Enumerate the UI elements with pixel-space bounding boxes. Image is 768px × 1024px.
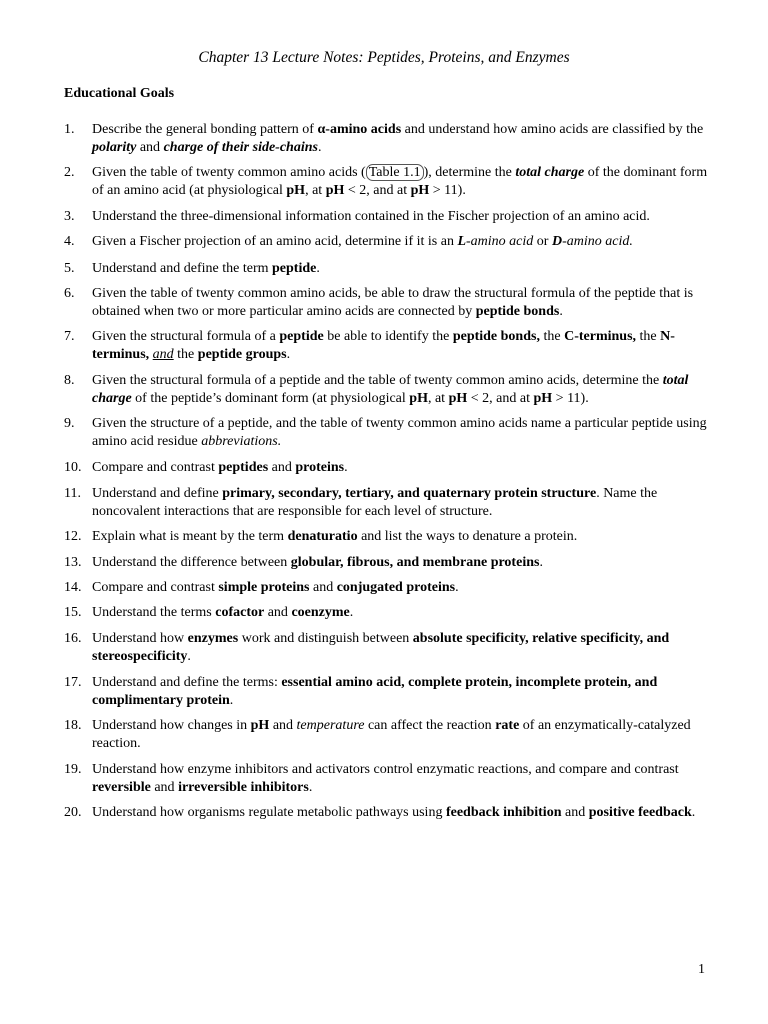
goal-text-segment: Understand the three-dimensional information contained in the Fischer projection of an amino acid. xyxy=(92,209,650,224)
goal-text xyxy=(92,208,714,226)
goal-number: 20. xyxy=(64,805,82,820)
goal-number: 13. xyxy=(64,555,82,570)
goal-text-segment: essential amino acid, complete protein, incomplete protein, and complimentary protein xyxy=(92,675,658,708)
goal-number: 18. xyxy=(64,718,82,733)
goal-number: 8. xyxy=(64,373,75,388)
goal-text-segment: irreversible inhibitors xyxy=(178,780,309,795)
goal-text-segment: and xyxy=(152,347,174,362)
goal-text xyxy=(92,761,714,797)
goal-number: 2. xyxy=(64,165,75,180)
goal-text-segment: Given the structural formula of a xyxy=(92,329,280,344)
goal-text xyxy=(92,717,714,753)
goal-text-segment: . xyxy=(344,460,348,475)
goal-text-segment: peptide xyxy=(272,261,317,276)
goal-text-segment: Given a Fischer projection of an amino acid, determine if it is an xyxy=(92,234,458,249)
goal-text-segment: conjugated proteins xyxy=(336,580,456,595)
goal-text-segment: -amino acid. xyxy=(562,234,633,249)
goal-text-segment: temperature xyxy=(296,718,365,733)
goal-item xyxy=(64,761,714,797)
goal-item xyxy=(64,121,714,157)
goal-number: 7. xyxy=(64,329,75,344)
goal-number: 6. xyxy=(64,286,75,301)
goal-text-segment: enzymes xyxy=(187,631,239,646)
goal-text-segment: . xyxy=(455,580,459,595)
goal-text-segment: Given the table of twenty common amino acids ( xyxy=(92,165,366,180)
goal-item xyxy=(64,164,714,200)
goal-number: 14. xyxy=(64,580,82,595)
goal-item xyxy=(64,415,714,451)
goal-text-segment: positive feedback xyxy=(588,805,692,820)
goal-text-segment: of an enzymatically-catalyzed reaction. xyxy=(92,718,691,751)
goal-text-segment: cofactor xyxy=(215,605,265,620)
goal-text-segment: Explain what is meant by the term xyxy=(92,529,288,544)
goal-text-segment: and xyxy=(268,460,296,475)
goal-text xyxy=(92,328,714,364)
goal-number: 11. xyxy=(64,486,81,501)
goal-text-segment: pH xyxy=(409,391,428,406)
goal-text-segment: Understand how changes in xyxy=(92,718,251,733)
goal-text-segment: Understand the difference between xyxy=(92,555,291,570)
goal-text-segment: or xyxy=(533,234,552,249)
page-title: Chapter 13 Lecture Notes: Peptides, Proteins, and Enzymes xyxy=(198,49,570,66)
goal-number: 5. xyxy=(64,261,75,276)
goal-text xyxy=(92,528,714,546)
goal-text-segment: . xyxy=(539,555,543,570)
goal-item xyxy=(64,372,714,408)
goal-text-segment: be able to identify the xyxy=(323,329,453,344)
goal-text-segment: Understand and define the term xyxy=(92,261,272,276)
goal-text-segment: , at xyxy=(427,391,449,406)
goal-text-segment: . xyxy=(187,649,191,664)
goal-text-segment: Compare and contrast xyxy=(92,460,219,475)
goal-text-segment: polarity xyxy=(92,140,137,155)
goal-text-segment: peptide bonds xyxy=(475,304,560,319)
goal-item xyxy=(64,630,714,666)
goal-text-segment: of the dominant form of an amino acid (at physiological xyxy=(92,165,708,198)
goal-text xyxy=(92,630,714,666)
goal-text xyxy=(92,233,714,251)
goal-item xyxy=(64,528,714,546)
goal-number: 17. xyxy=(64,675,82,690)
goal-number: 15. xyxy=(64,605,82,620)
goal-item xyxy=(64,260,714,278)
goal-text-segment: L xyxy=(457,234,467,249)
goal-text-segment: globular, fibrous, and membrane proteins xyxy=(290,555,540,570)
goal-text-segment: . Name the noncovalent interactions that are responsible for each level of structure. xyxy=(92,486,658,519)
goal-text-segment: Describe the general bonding pattern of xyxy=(92,122,318,137)
goal-text-segment: abbreviations. xyxy=(201,434,282,449)
goal-text xyxy=(92,372,714,408)
goal-text-segment: . xyxy=(229,693,234,708)
goal-text-segment: pH xyxy=(325,183,345,198)
goal-text-segment: and xyxy=(136,140,164,155)
goal-text-segment: < 2, and at xyxy=(467,391,534,406)
goal-text xyxy=(92,164,714,200)
goal-text-segment: rate xyxy=(495,718,520,733)
goal-item xyxy=(64,208,714,226)
goal-item xyxy=(64,674,714,710)
goal-text-segment: denaturatio xyxy=(287,529,358,544)
goal-item xyxy=(64,604,714,622)
table-reference: Table 1.1 xyxy=(366,164,424,181)
goal-number: 19. xyxy=(64,762,82,777)
goal-text-segment: . xyxy=(691,805,696,820)
goal-text-segment: proteins xyxy=(295,460,345,475)
goal-text-segment: pH xyxy=(533,391,553,406)
goal-text-segment: N-terminus, xyxy=(92,329,675,362)
goal-text-segment: the xyxy=(636,329,661,344)
goal-text xyxy=(92,604,714,622)
goal-text-segment: pH xyxy=(286,183,306,198)
goal-text-segment: Understand the terms xyxy=(92,605,216,620)
goal-text xyxy=(92,485,714,521)
goal-text-segment: charge of their side-chains xyxy=(163,140,318,155)
goal-text-segment: pH xyxy=(250,718,270,733)
goal-text-segment: Understand how xyxy=(92,631,188,646)
goal-text xyxy=(92,121,714,157)
goal-text-segment: , at xyxy=(305,183,326,198)
goal-text-segment: < 2, and at xyxy=(344,183,411,198)
goal-text-segment: . xyxy=(308,780,313,795)
goal-text xyxy=(92,674,714,710)
goal-text-segment: . xyxy=(316,261,320,276)
goal-text-segment: total charge xyxy=(515,165,585,180)
goal-number: 1. xyxy=(64,122,75,137)
goal-text-segment: D xyxy=(551,234,563,249)
goal-text-segment: and xyxy=(561,805,589,820)
goal-text xyxy=(92,579,714,597)
goal-text-segment: pH xyxy=(410,183,430,198)
goal-text-segment: of the peptide’s dominant form (at physiological xyxy=(131,391,410,406)
goal-text-segment: and understand how amino acids are classified by the xyxy=(401,122,704,137)
goal-text xyxy=(92,285,714,321)
goal-text-segment: and xyxy=(150,780,179,795)
goal-text-segment: can affect the reaction xyxy=(364,718,496,733)
goal-number: 12. xyxy=(64,529,82,544)
goal-text-segment: absolute specificity, relative specificity, and stereospecificity xyxy=(92,631,670,664)
goal-text-segment: . xyxy=(349,605,354,620)
goal-text-segment: > 11). xyxy=(552,391,589,406)
goal-number: 10. xyxy=(64,460,82,475)
goal-text-segment: -amino acid xyxy=(466,234,534,249)
goal-text-segment: . xyxy=(559,304,563,319)
goal-text-segment: Understand how organisms regulate metabolic pathways using xyxy=(92,805,446,820)
goal-item xyxy=(64,579,714,597)
goal-text-segment: reversible xyxy=(92,780,151,795)
goal-item xyxy=(64,285,714,321)
goal-item xyxy=(64,717,714,753)
goal-text-segment: the xyxy=(539,329,565,344)
goal-text-segment: simple proteins xyxy=(218,580,310,595)
goal-text-segment: > 11). xyxy=(429,183,466,198)
goal-item xyxy=(64,459,714,477)
goal-text-segment: peptides xyxy=(218,460,269,475)
goal-text-segment: peptide bonds, xyxy=(452,329,540,344)
goal-text-segment: total charge xyxy=(92,373,689,406)
goal-text-segment: C-terminus, xyxy=(564,329,637,344)
goal-number: 16. xyxy=(64,631,82,646)
goal-text-segment: α-amino acids xyxy=(317,122,402,137)
goal-text-segment: Understand and define the terms: xyxy=(92,675,282,690)
goal-text-segment: work and distinguish between xyxy=(238,631,413,646)
goal-text-segment: pH xyxy=(448,391,468,406)
goal-text-segment: and xyxy=(269,718,297,733)
goal-text xyxy=(92,415,714,451)
goal-text xyxy=(92,804,714,822)
page-number: 1 xyxy=(698,962,705,977)
goal-text-segment: the xyxy=(173,347,198,362)
goal-text-segment: Understand and define xyxy=(92,486,223,501)
goal-text-segment: and xyxy=(264,605,292,620)
section-heading: Educational Goals xyxy=(64,86,175,101)
goal-text-segment: and xyxy=(309,580,337,595)
goal-text-segment: primary, secondary, tertiary, and quaternary protein structure xyxy=(222,486,597,501)
goal-text-segment: peptide groups xyxy=(197,347,287,362)
goal-text-segment: Given the structure of a peptide, and the table of twenty common amino acids name a particular peptide using amino acid residue xyxy=(92,416,707,449)
goal-text xyxy=(92,554,714,572)
goal-number: 9. xyxy=(64,416,75,431)
goal-text-segment: Given the table of twenty common amino acids, be able to draw the structural formula of the peptide that is obtained when two or more particular amino acids are connected by xyxy=(92,286,694,319)
goal-text xyxy=(92,260,714,278)
goal-text-segment: coenzyme xyxy=(291,605,350,620)
goal-text-segment: feedback inhibition xyxy=(445,805,562,820)
goal-item xyxy=(64,804,714,822)
goal-item xyxy=(64,233,714,251)
goal-text-segment: ), determine the xyxy=(423,165,516,180)
goal-text-segment: . xyxy=(317,140,322,155)
goal-number: 4. xyxy=(64,234,75,249)
goal-text xyxy=(92,459,714,477)
goal-text-segment: Given the structural formula of a peptide and the table of twenty common amino acids, determine the xyxy=(92,373,663,388)
goal-text-segment: and list the ways to denature a protein. xyxy=(357,529,578,544)
goal-text-segment: Understand how enzyme inhibitors and activators control enzymatic reactions, and compare and contrast xyxy=(92,762,679,777)
goal-number: 3. xyxy=(64,209,75,224)
goal-text-segment: Compare and contrast xyxy=(92,580,219,595)
goal-item xyxy=(64,554,714,572)
goal-item xyxy=(64,485,714,521)
goal-text-segment: peptide xyxy=(279,329,324,344)
goal-item xyxy=(64,328,714,364)
goal-text-segment: . xyxy=(286,347,291,362)
